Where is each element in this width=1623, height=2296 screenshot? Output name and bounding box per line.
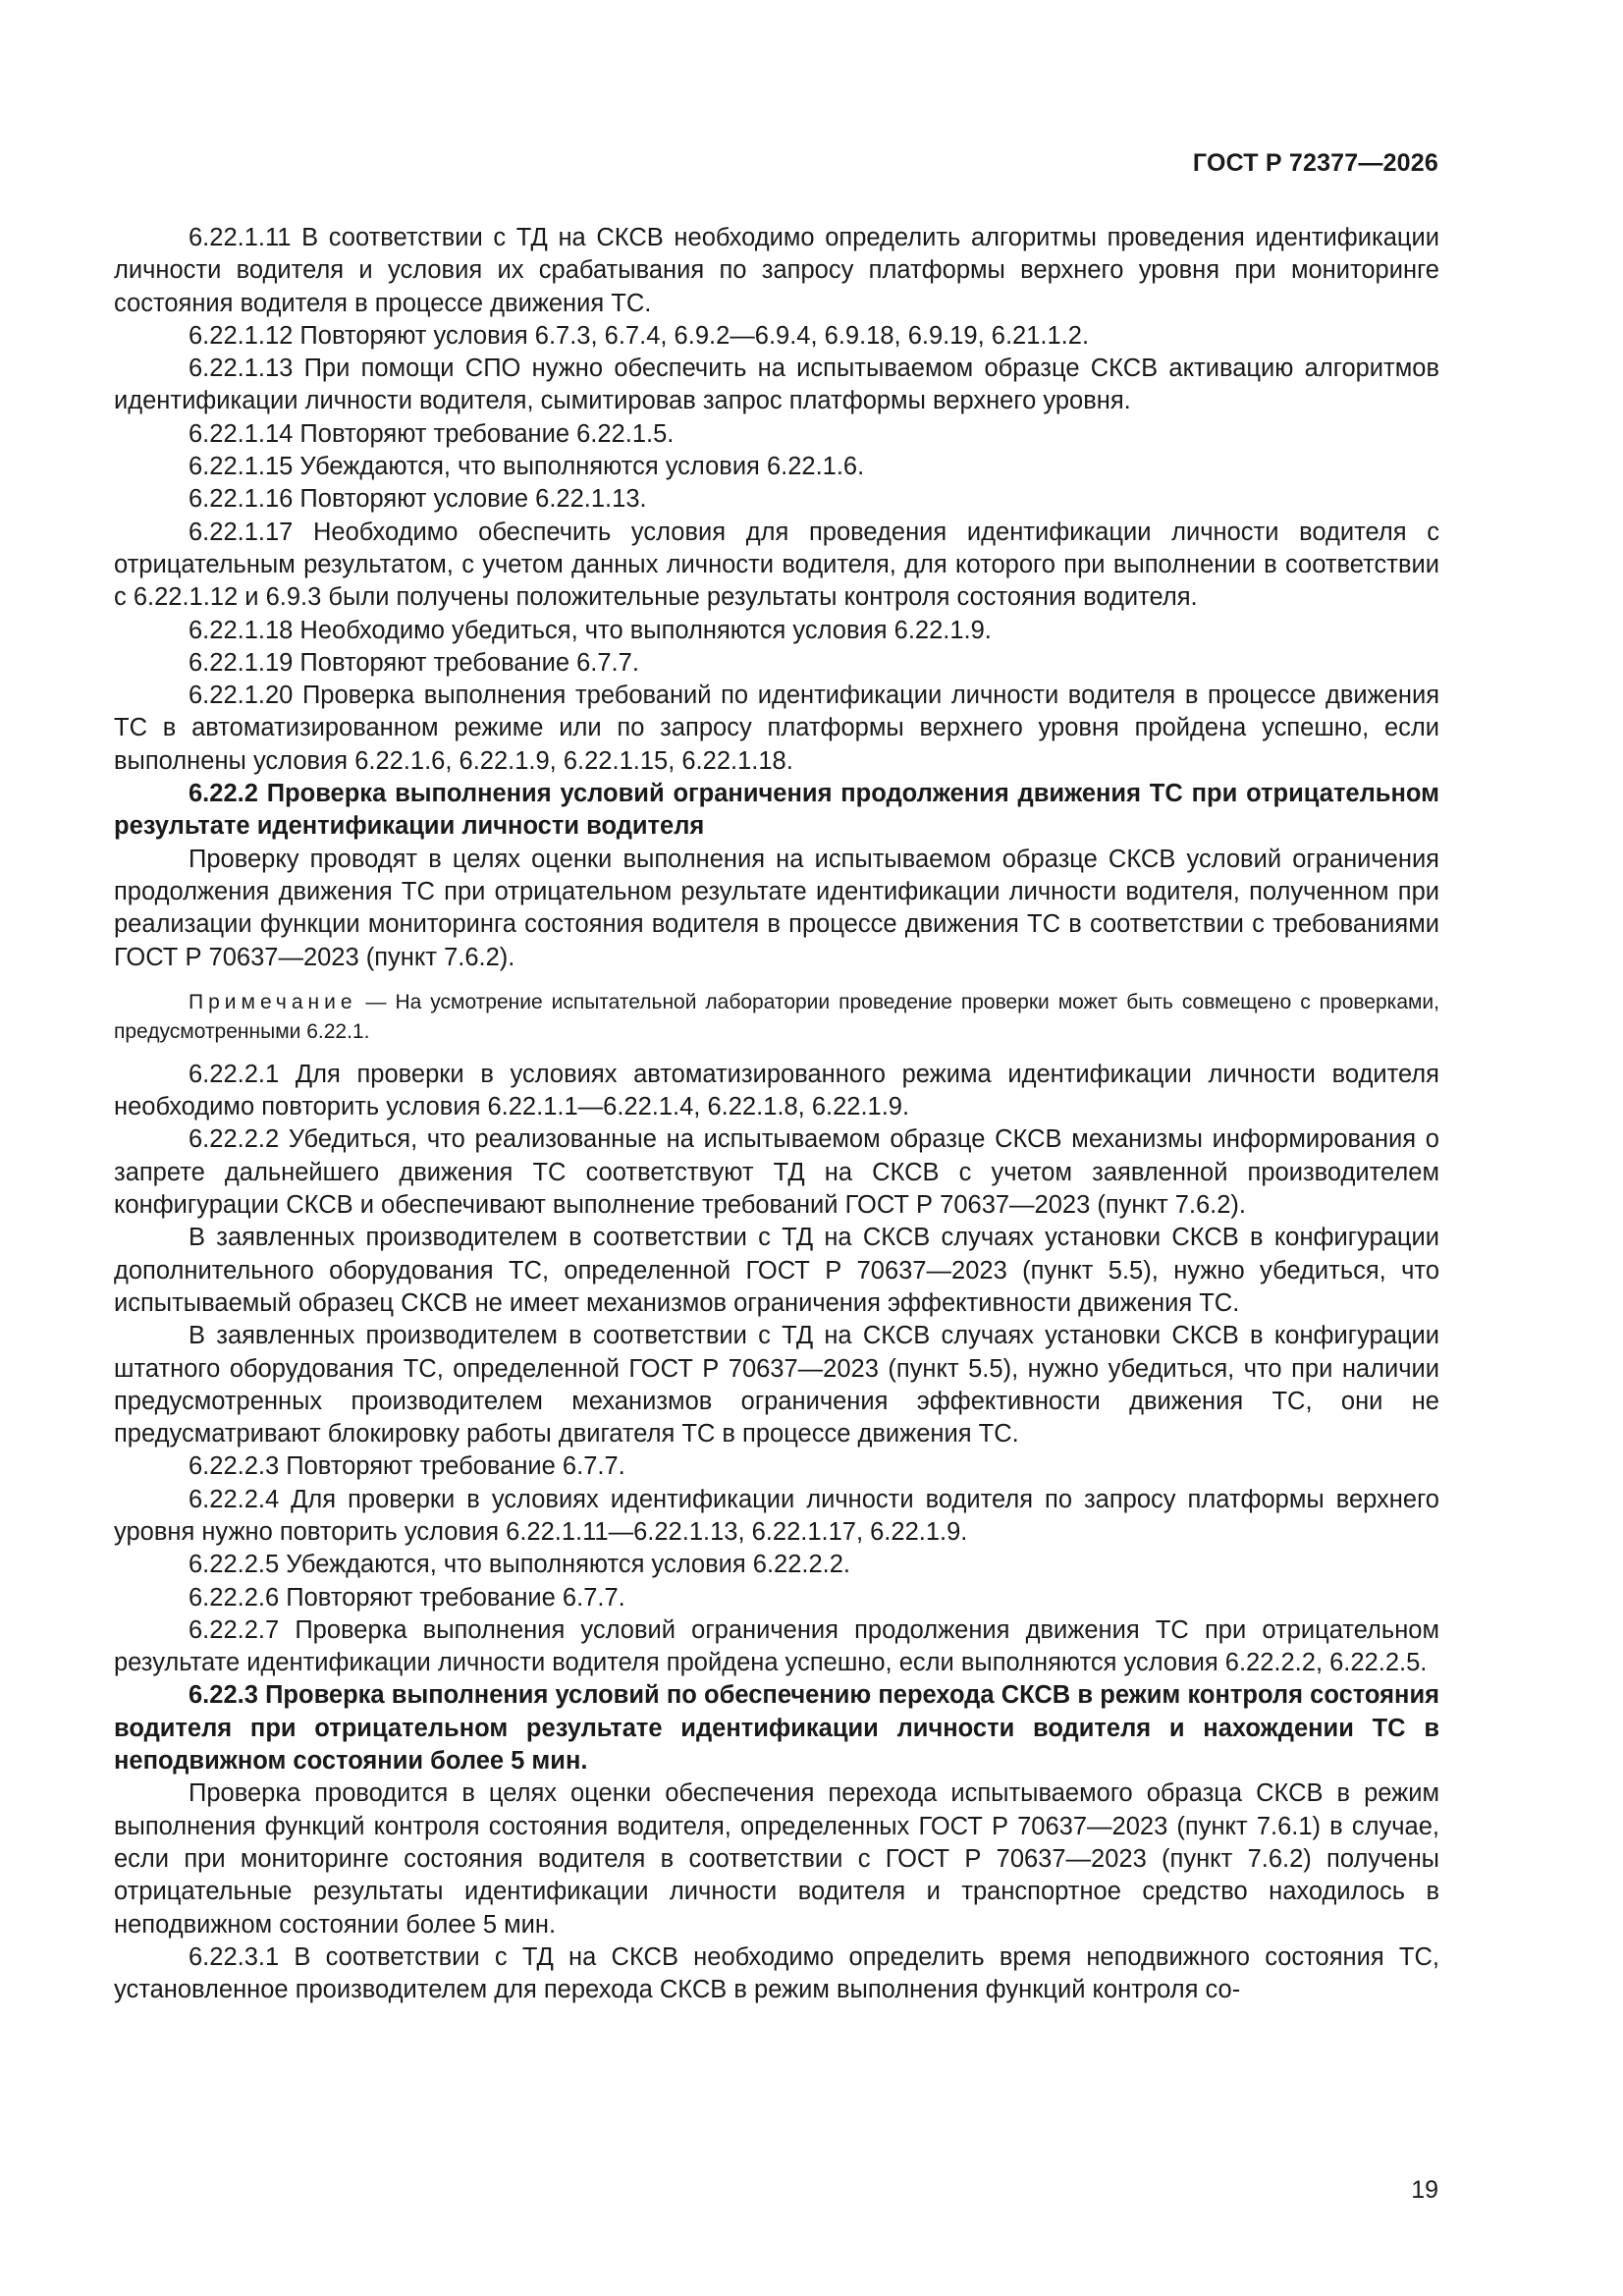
document-body	[114, 222, 1439, 2006]
paragraph: 6.22.2.7 Проверка выполнения условий ограничения продолжения движения ТС при отрицательном результате идентификации личности водителя пройдена успешно, если выполняются условия 6.22.2.2, 6.22.2.5.	[114, 1615, 1439, 1677]
page-number: 19	[1411, 2176, 1438, 2204]
paragraph: 6.22.2.5 Убеждаются, что выполняются условия 6.22.2.2.	[189, 1551, 851, 1579]
note	[114, 988, 1439, 1047]
paragraph: 6.22.1.14 Повторяют требование 6.22.1.5.	[189, 419, 675, 448]
document-code-header: ГОСТ Р 72377—2026	[1192, 149, 1438, 177]
paragraph: 6.22.1.17 Необходимо обеспечить условия для проведения идентификации личности водителя с отрицательным результатом, с учетом данных личности водителя, для которого при выполнении в соответствии с 6.22.1.12 и 6.9.3 были получены положительные результаты контроля состояния водителя.	[114, 518, 1439, 612]
section-heading: 6.22.3 Проверка выполнения условий по обеспечению перехода СКСВ в режим контроля состояния водителя при отрицательном результате идентификации личности водителя и нахождении ТС в неподвижном состоянии более 5 мин.	[114, 1681, 1439, 1776]
section-heading: 6.22.2 Проверка выполнения условий ограничения продолжения движения ТС при отрицательном результате идентификации личности водителя	[114, 780, 1439, 841]
paragraph: 6.22.2.2 Убедиться, что реализованные на испытываемом образце СКСВ механизмы информирования о запрете дальнейшего движения ТС соответствуют ТД на СКСВ с учетом заявленной производителем конфигурации СКСВ и обеспечивают выполнение требований ГОСТ Р 70637—2023 (пункт 7.6.2).	[114, 1125, 1439, 1220]
paragraph: 6.22.1.20 Проверка выполнения требований по идентификации личности водителя в процессе движения ТС в автоматизированном режиме или по запросу платформы верхнего уровня пройдена успешно, если выполнены условия 6.22.1.6, 6.22.1.9, 6.22.1.15, 6.22.1.18.	[114, 682, 1439, 775]
paragraph: 6.22.1.11 В соответствии с ТД на СКСВ необходимо определить алгоритмы проведения идентификации личности водителя и условия их срабатывания по запросу платформы верхнего уровня при мониторинге состояния водителя в процессе движения ТС.	[114, 224, 1439, 317]
paragraph: Проверка проводится в целях оценки обеспечения перехода испытываемого образца СКСВ в режим выполнения функций контроля состояния водителя, определенных ГОСТ Р 70637—2023 (пункт 7.6.1) в случае, если при мониторинге состояния водителя в соответствии с ГОСТ Р 70637—2023 (пункт 7.6.2) получены отрицательные результаты идентификации личности водителя и транспортное средство находилось в неподвижном состоянии более 5 мин.	[114, 1779, 1439, 1939]
paragraph: 6.22.3.1 В соответствии с ТД на СКСВ необходимо определить время неподвижного состояния ТС, установленное производителем для перехода СКСВ в режим выполнения функций контроля со-	[114, 1942, 1439, 2004]
paragraph: 6.22.1.12 Повторяют условия 6.7.3, 6.7.4, 6.9.2—6.9.4, 6.9.18, 6.9.19, 6.21.1.2.	[189, 321, 1090, 350]
paragraph: 6.22.1.19 Повторяют требование 6.7.7.	[189, 648, 639, 677]
paragraph: 6.22.2.4 Для проверки в условиях идентификации личности водителя по запросу платформы верхнего уровня нужно повторить условия 6.22.1.11—6.22.1.13, 6.22.1.17, 6.22.1.9.	[114, 1485, 1439, 1546]
paragraph: В заявленных производителем в соответствии с ТД на СКСВ случаях установки СКСВ в конфигурации штатного оборудования ТС, определенной ГОСТ Р 70637—2023 (пункт 5.5), нужно убедиться, что при наличии предусмотренных производителем механизмов ограничения эффективности движения ТС, они не предусматривают блокировку работы двигателя ТС в процессе движения ТС.	[114, 1322, 1439, 1449]
paragraph: 6.22.1.18 Необходимо убедиться, что выполняются условия 6.22.1.9.	[189, 616, 992, 644]
paragraph: В заявленных производителем в соответствии с ТД на СКСВ случаях установки СКСВ в конфигурации дополнительного оборудования ТС, определенной ГОСТ Р 70637—2023 (пункт 5.5), нужно убедиться, что испытываемый образец СКСВ не имеет механизмов ограничения эффективности движения ТС.	[114, 1224, 1439, 1317]
paragraph: 6.22.2.3 Повторяют требование 6.7.7.	[189, 1452, 625, 1481]
note-text: — На усмотрение испытательной лаборатории проведение проверки может быть совмещено с проверками, предусмотренными 6.22.1.	[114, 990, 1439, 1043]
paragraph: Проверку проводят в целях оценки выполнения на испытываемом образце СКСВ условий ограничения продолжения движения ТС при отрицательном результате идентификации личности водителя, полученном при реализации функции мониторинга состояния водителя в процессе движения ТС в соответствии с требованиями ГОСТ Р 70637—2023 (пункт 7.6.2).	[114, 845, 1439, 971]
paragraph: 6.22.1.16 Повторяют условие 6.22.1.13.	[189, 485, 647, 514]
paragraph: 6.22.1.13 При помощи СПО нужно обеспечить на испытываемом образце СКСВ активацию алгоритмов идентификации личности водителя, сымитировав запрос платформы верхнего уровня.	[114, 355, 1439, 415]
paragraph: 6.22.2.1 Для проверки в условиях автоматизированного режима идентификации личности водителя необходимо повторить условия 6.22.1.1—6.22.1.4, 6.22.1.8, 6.22.1.9.	[114, 1060, 1439, 1121]
paragraph: 6.22.1.15 Убеждаются, что выполняются условия 6.22.1.6.	[189, 453, 865, 481]
paragraph: 6.22.2.6 Повторяют требование 6.7.7.	[189, 1583, 625, 1612]
note-prefix: Примечание	[189, 990, 357, 1013]
